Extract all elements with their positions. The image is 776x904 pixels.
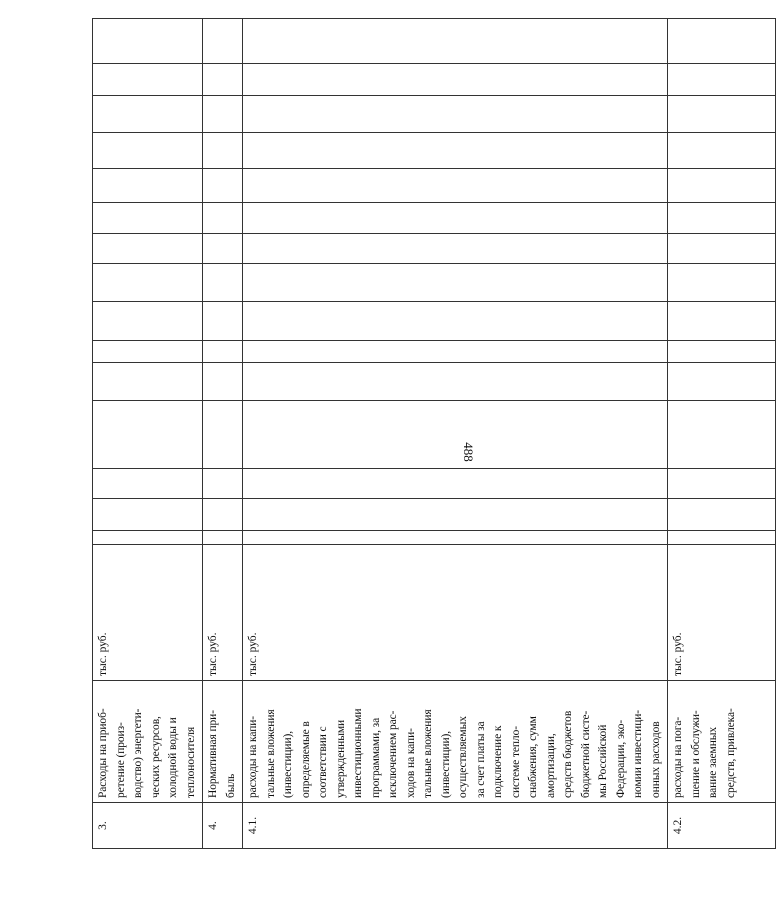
table-cell [668,531,776,545]
table-cell [243,499,668,531]
table-row [203,19,243,849]
table-cell [668,133,776,169]
row-unit: тыс. руб. [243,545,668,681]
table-cell [668,341,776,363]
table-cell [203,234,243,264]
table-cell [93,469,203,499]
table-cell [243,19,668,64]
table-cell [203,401,243,469]
table-row [93,19,203,849]
table-cell [243,96,668,133]
table-cell [243,133,668,169]
table-cell [203,341,243,363]
table-cell [203,499,243,531]
table-cell [93,169,203,203]
table-cell [93,302,203,341]
table-cell [243,169,668,203]
table-cell [668,234,776,264]
table-cell [203,302,243,341]
table-cell [93,499,203,531]
table-cell [93,264,203,302]
table-cell [668,203,776,234]
table-cell [243,469,668,499]
table-cell [93,401,203,469]
data-table [92,18,776,849]
table-cell [243,234,668,264]
table-cell [243,401,668,469]
table-cell [203,469,243,499]
table-row [668,19,776,849]
table-cell [243,341,668,363]
table-cell [203,203,243,234]
row-unit: тыс. руб. [93,545,203,681]
table-row [243,19,668,849]
table-cell [203,133,243,169]
table-cell [93,203,203,234]
row-name: расходы на пога- шение и обслужи- вание заемных средств, привлека- [668,681,776,803]
table-cell [203,96,243,133]
table-cell [93,341,203,363]
table-cell [203,531,243,545]
page-number: 488 [461,442,476,462]
table-cell [203,264,243,302]
table-cell [668,363,776,401]
row-name: Расходы на приоб- ретение (произ- водство) энергети- ческих ресурсов, холодной воды и теплоносителя [93,681,203,803]
table-cell [93,133,203,169]
table-cell [203,363,243,401]
table-cell [243,531,668,545]
table-cell [93,531,203,545]
table-cell [93,96,203,133]
table-cell [668,401,776,469]
row-unit: тыс. руб. [203,545,243,681]
table-cell [203,64,243,96]
table-cell [243,363,668,401]
row-name: Нормативная при- быль [203,681,243,803]
table-cell [668,264,776,302]
table-cell [93,64,203,96]
table-cell [203,169,243,203]
table-cell [668,469,776,499]
table-cell [668,96,776,133]
table-cell [668,19,776,64]
row-number: 4.2. [668,803,776,849]
row-number: 3. [93,803,203,849]
table-cell [668,499,776,531]
table-cell [93,363,203,401]
table-cell [668,169,776,203]
table-cell [243,264,668,302]
table-cell [668,64,776,96]
table-cell [243,64,668,96]
table-cell [243,203,668,234]
rotated-table-page [92,39,737,849]
table-cell [668,302,776,341]
table-cell [93,234,203,264]
row-name: расходы на капи- тальные вложения (инвестиции), определяемые в соответствии с утвержденными инвестиционными программами, за исключением рас- ходов на капи- тальные вложения (инвестиции), осуществляемых за счет платы за подключение к системе тепло- снабжения, сумм амортизации, средств бюджетов бюджетной систе- мы Российской Федерации, эко- номии инвестици- онных расходов [243,681,668,803]
row-number: 4.1. [243,803,668,849]
table-cell [203,19,243,64]
table-cell [93,19,203,64]
row-number: 4. [203,803,243,849]
table-cell [243,302,668,341]
row-unit: тыс. руб. [668,545,776,681]
